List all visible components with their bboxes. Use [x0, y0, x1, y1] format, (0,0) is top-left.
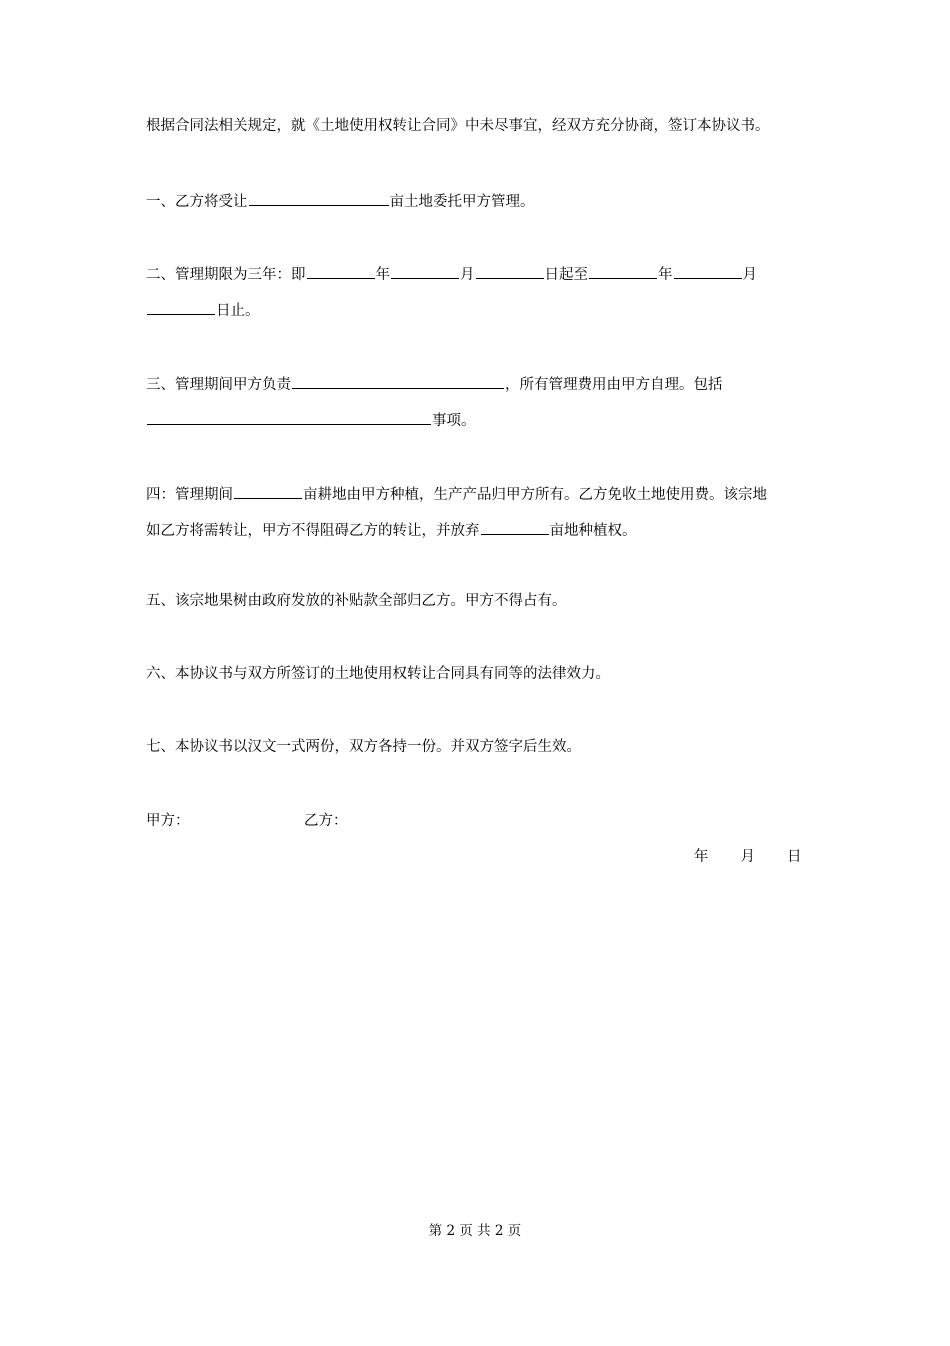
clause-4-farmland-blank[interactable] [234, 482, 302, 499]
clause-3-items-blank[interactable] [147, 408, 431, 425]
clause-3-line-1 [146, 372, 723, 395]
end-day-blank[interactable] [147, 298, 215, 315]
clause-4-text-a: 四：管理期间 [146, 487, 233, 503]
clause-1-text-b: 亩土地委托甲方管理。 [389, 194, 535, 210]
start-year-blank[interactable] [307, 262, 375, 279]
signature-party-a: 甲方： [146, 813, 190, 829]
end-month-label: 月 [742, 267, 757, 283]
clause-1-blank-acres[interactable] [249, 189, 389, 206]
end-month-blank[interactable] [674, 262, 742, 279]
start-day-label: 日起至 [544, 267, 588, 283]
start-year-label: 年 [375, 267, 390, 283]
date-month-label: 月 [740, 849, 755, 865]
intro-paragraph: 根据合同法相关规定，就《土地使用权转让合同》中未尽事宜，经双方充分协商，签订本协议书。 [146, 118, 770, 134]
clause-4-line-2 [146, 518, 637, 541]
end-year-blank[interactable] [589, 262, 657, 279]
clause-1 [146, 189, 535, 212]
clause-2-text-a: 二、管理期限为三年：即 [146, 267, 306, 283]
signature-party-b: 乙方： [304, 813, 348, 829]
clause-3-responsibility-blank[interactable] [292, 372, 504, 389]
clause-2-line-2 [146, 298, 260, 321]
page-footer: 第 2 页 共 2 页 [428, 1223, 522, 1239]
clause-1-text-a: 一、乙方将受让 [146, 194, 248, 210]
end-day-label: 日止。 [216, 303, 260, 319]
clause-4-line-1 [146, 482, 767, 505]
end-year-label: 年 [658, 267, 673, 283]
clause-6: 六、本协议书与双方所签订的土地使用权转让合同具有同等的法律效力。 [146, 666, 610, 682]
clause-3-text-a: 三、管理期间甲方负责 [146, 377, 291, 393]
clause-2-line-1 [146, 262, 757, 285]
start-day-blank[interactable] [476, 262, 544, 279]
clause-4-text-c: 如乙方将需转让，甲方不得阻碍乙方的转让，并放弃 [146, 523, 480, 539]
clause-3-text-end: 事项。 [432, 413, 476, 429]
date-day-label: 日 [787, 849, 802, 865]
clause-4-text-d: 亩地种植权。 [549, 523, 637, 539]
start-month-label: 月 [460, 267, 475, 283]
signature-date [694, 847, 802, 867]
clause-3-line-2 [146, 408, 476, 431]
start-month-blank[interactable] [391, 262, 459, 279]
clause-4-text-b: 亩耕地由甲方种植，生产产品归甲方所有。乙方免收土地使用费。该宗地 [303, 487, 767, 503]
clause-3-text-b: ，所有管理费用由甲方自理。包括 [505, 377, 723, 393]
clause-5: 五、该宗地果树由政府发放的补贴款全部归乙方。甲方不得占有。 [146, 593, 567, 609]
clause-7: 七、本协议书以汉文一式两份，双方各持一份。并双方签字后生效。 [146, 739, 581, 755]
clause-4-waiver-blank[interactable] [481, 518, 549, 535]
date-year-label: 年 [694, 849, 709, 865]
